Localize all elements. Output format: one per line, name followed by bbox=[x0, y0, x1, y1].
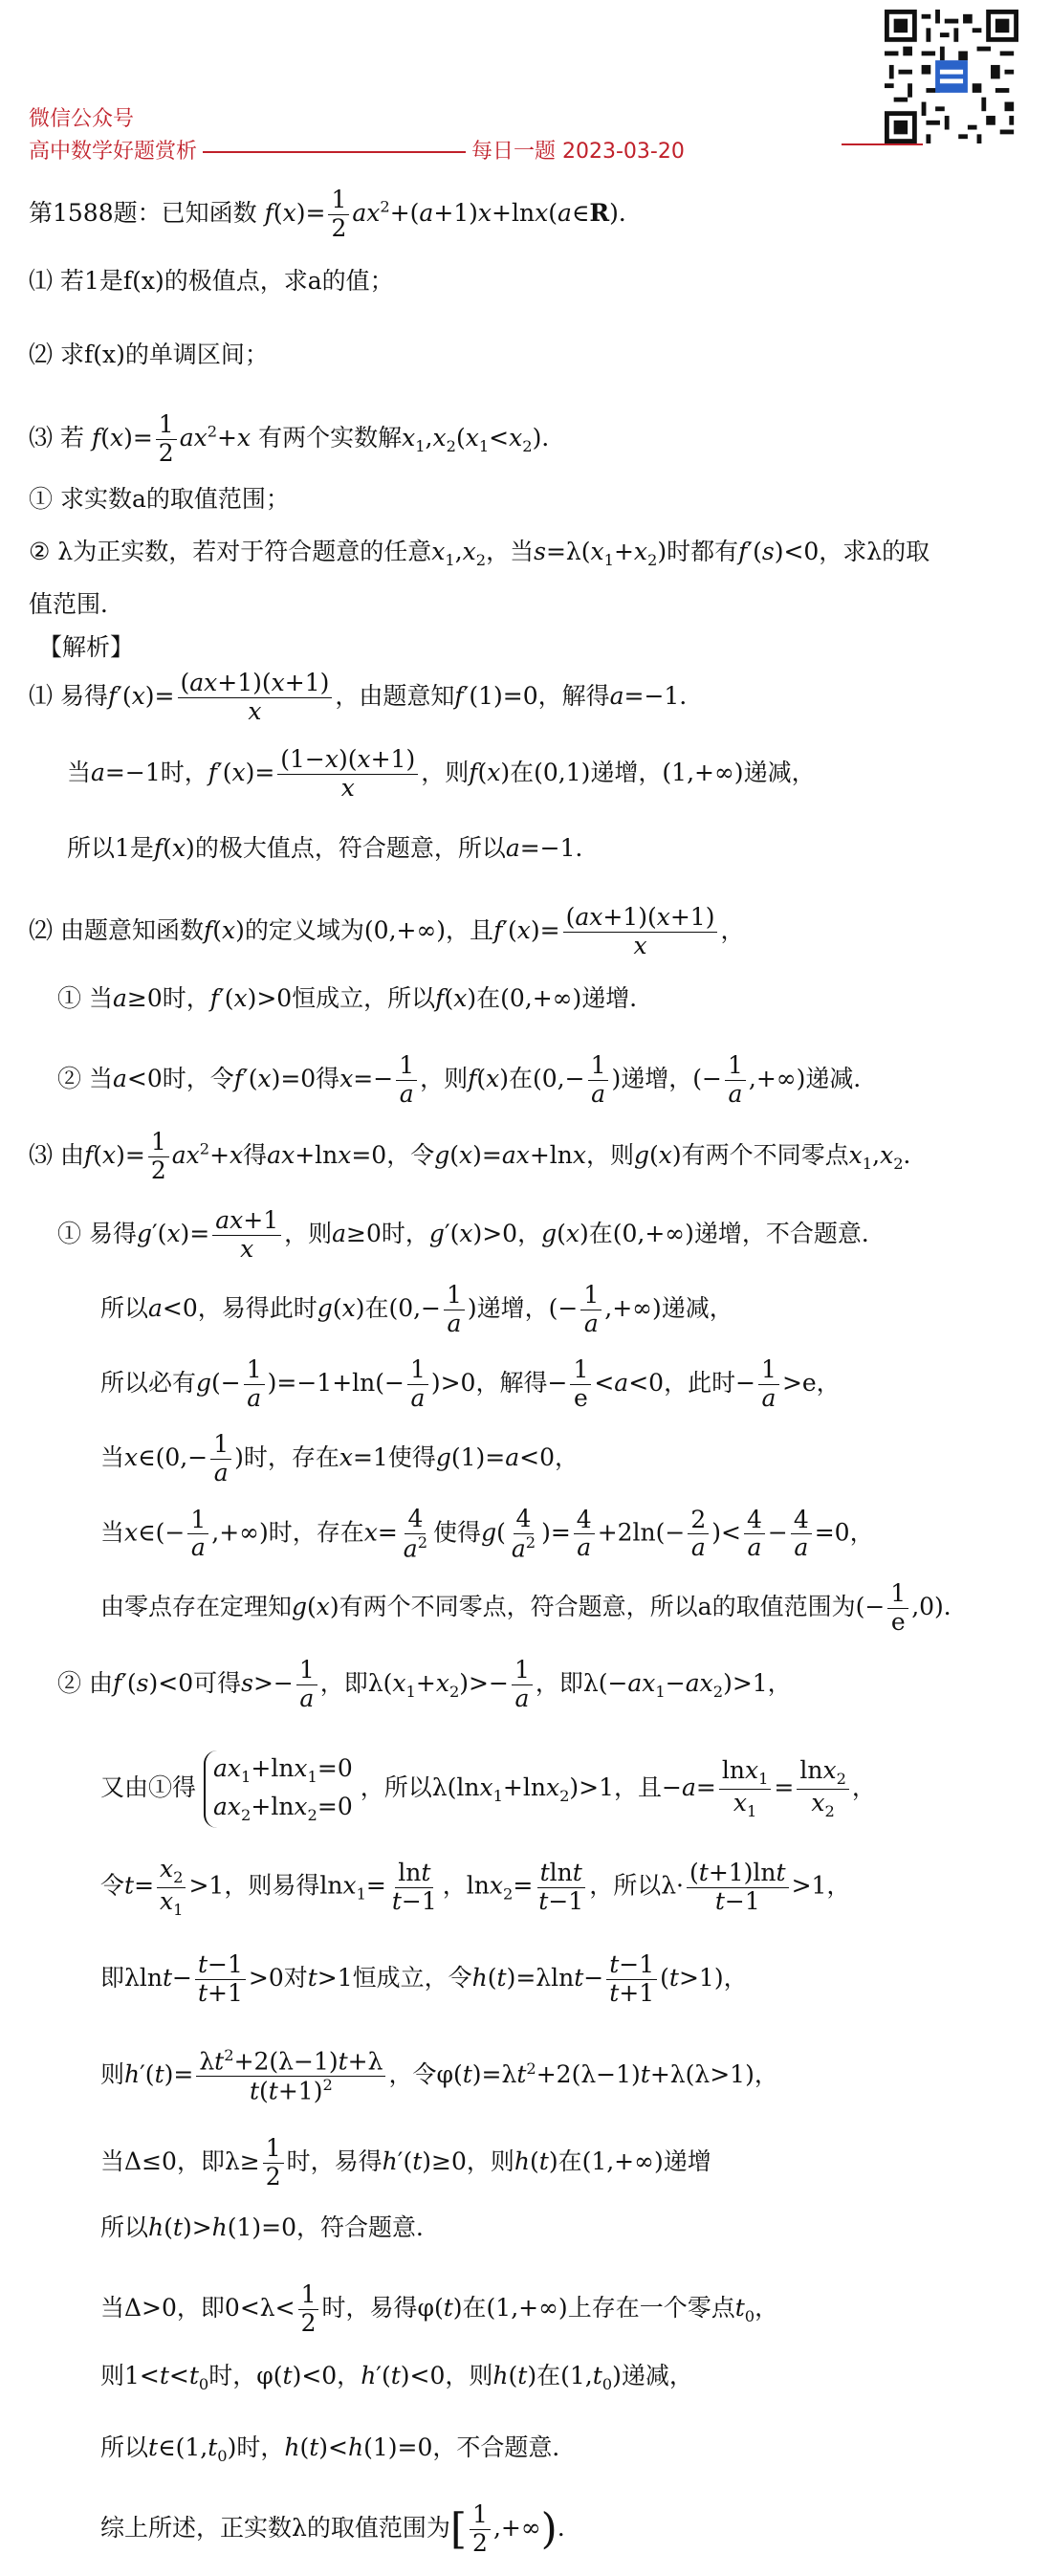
sol3-line6: 当x∈(− $\frac{1}{a}$ ,+∞)时，存在x= $\frac{4}{a^2}$ 使得g( $\frac{4}{a^2}$ )= $\frac{4}{a}$ +2ln(− $\frac{2}{a}$ )< $\frac{4}{a}$ − $\frac{4}{a}$ =0， bbox=[100, 1505, 874, 1563]
problem-stem: 第1588题：已知函数 f(x)= $\frac{1}{2}$ $ax^2+(a+1)x+\ln x(a\in R)$． bbox=[29, 186, 643, 242]
sol3-line5: 当x∈(0,− $\frac{1}{a}$ )时，存在x=1使得g(1)=a<0， bbox=[100, 1430, 580, 1486]
sol3-conclusion: 综上所述，正实数λ的取值范围为[ $\frac{1}{2}$ ,+∞)． bbox=[100, 2500, 581, 2557]
daily-label: 每日一题 2023-03-20 bbox=[471, 140, 685, 164]
sol2-line2: ① 当a≥0时，f′(x)>0恒成立，所以f(x)在(0,+∞)递增． bbox=[57, 984, 654, 1012]
sol3-line12: 则h′(t)= $\frac{\lambda t^2+2(\lambda-1)t+\lambda}{t(t+1)^2}$ ，令$\varphi(t)=\lambda t^2+2(\lambda-1)t+\lambda(\lambda>1)$， bbox=[100, 2046, 778, 2105]
qr-code-icon bbox=[885, 10, 1018, 143]
header-rule bbox=[203, 151, 466, 153]
question-3b-cont: 值范围． bbox=[29, 590, 125, 618]
sol1-line1: ⑴ 易得f′(x)= $\frac{(ax+1)(x+1)}{x}$ ，由题意知f′(1)=0，解得a=−1． bbox=[29, 669, 704, 725]
sol3-line4: 所以必有g(− $\frac{1}{a}$ )=−1+ln(− $\frac{1}{a}$ )>0，解得− $\frac{1}{e}$ <a<0，此时− $\frac{1}{a}$ >e， bbox=[100, 1355, 841, 1412]
question-3a: ① 求实数a的取值范围； bbox=[29, 485, 290, 513]
sol3-line17: 所以$t\in(1,t_0)$时，h(t)<h(1)=0，不合题意． bbox=[100, 2433, 577, 2465]
sol2-line1: ⑵ 由题意知函数f(x)的定义域为(0,+∞)，且f′(x)= $\frac{(ax+1)(x+1)}{x}$ ， bbox=[29, 903, 745, 959]
sol1-line3: 所以1是f(x)的极大值点，符合题意，所以a=−1． bbox=[67, 834, 600, 862]
sol3-line14: 所以h(t)>h(1)=0，符合题意． bbox=[100, 2213, 441, 2241]
sol3-line8: ② 由f′(s)<0可得s>− $\frac{1}{a}$ ，即$\lambda(x_1+x_2)>-$ $\frac{1}{a}$ ，即$\lambda(-ax_1-ax_2)>1$， bbox=[57, 1656, 792, 1712]
question-3: ⑶ 若 f(x)= $\frac{1}{2}$ $ax^2+x$ 有两个实数解$x_1,x_2(x_1<x_2)$． bbox=[29, 410, 566, 467]
question-2: ⑵ 求f(x)的单调区间； bbox=[29, 341, 269, 368]
solution-heading: 【解析】 bbox=[38, 633, 135, 661]
sol3-line9: 又由①得 $ax_1+\ln x_1=0$ $ax_2+\ln x_2=0$ ，所以λ(lnx$_1$+lnx$_2$)>1，且−a= $\frac{\ln x_1}{x_1}$ = $\frac{\ln x_2}{x_2}$ ， bbox=[100, 1750, 876, 1828]
column-label: 高中数学好题赏析 bbox=[29, 140, 198, 164]
sol3-line7: 由零点存在定理知g(x)有两个不同零点，符合题意，所以a的取值范围为(− $\frac{1}{e}$ ,0)． bbox=[100, 1579, 968, 1636]
sol3-line10: 令t= $\frac{x_2}{x_1}$ >1，则易得lnx$_1$= $\frac{\ln t}{t-1}$ ，lnx$_2$= $\frac{tlnt}{t-1}$ ，所以λ· $\frac{(t+1)\ln t}{t-1}$ >1， bbox=[100, 1855, 851, 1919]
sol3-line11: 即λlnt− $\frac{t-1}{t+1}$ >0对t>1恒成立，令h(t)=λlnt− $\frac{t-1}{t+1}$ (t>1)， bbox=[100, 1950, 748, 2007]
header-rule-right bbox=[842, 143, 923, 145]
sol3-line2: ① 易得g′(x)= $\frac{ax+1}{x}$ ，则a≥0时，g′(x)>0，g(x)在(0,+∞)递增，不合题意． bbox=[57, 1206, 886, 1263]
sol3-line13: 当Δ≤0，即λ≥ $\frac{1}{2}$ 时，易得h′(t)≥0，则h(t)在(1,+∞)递增 bbox=[100, 2134, 711, 2191]
sol3-line16: 则$1<t<t_0$时，φ(t)<0，h′(t)<0，则h(t)在$(1,t_0)$递减， bbox=[100, 2362, 693, 2393]
sol2-line3: ② 当a<0时，令f′(x)=0得x=− $\frac{1}{a}$ ，则f(x)在(0,− $\frac{1}{a}$ )递增，(− $\frac{1}{a}$ ,+∞)递减． bbox=[57, 1051, 878, 1108]
question-1: ⑴ 若1是f(x)的极值点，求a的值； bbox=[29, 267, 394, 295]
sol3-line3: 所以a<0，易得此时g(x)在(0,− $\frac{1}{a}$ )递增，(− $\frac{1}{a}$ ,+∞)递减， bbox=[100, 1281, 733, 1337]
sol1-line2: 当a=−1时，f′(x)= $\frac{(1-x)(x+1)}{x}$ ，则f(x)在(0,1)递增，(1,+∞)递减， bbox=[67, 745, 816, 802]
page-header bbox=[29, 103, 685, 168]
question-3b: ② λ为正实数，若对于符合题意的任意$x_1,x_2$，当$s=\lambda(x_1+x_2)$时都有f′(s)<0，求λ的取 bbox=[29, 538, 930, 569]
problem-number: 第1588题： bbox=[29, 198, 162, 227]
sol3-line15: 当Δ>0，即0<λ< $\frac{1}{2}$ 时，易得φ(t)在(1,+∞)上存在一个零点$t_0$， bbox=[100, 2280, 779, 2337]
sol3-line1: ⑶ 由f(x)= $\frac{1}{2}$ $ax^2+x$得ax+lnx=0，令g(x)=ax+lnx，则g(x)有两个不同零点$x_1,x_2$． bbox=[29, 1128, 928, 1184]
account-label: 微信公众号 bbox=[29, 107, 135, 131]
